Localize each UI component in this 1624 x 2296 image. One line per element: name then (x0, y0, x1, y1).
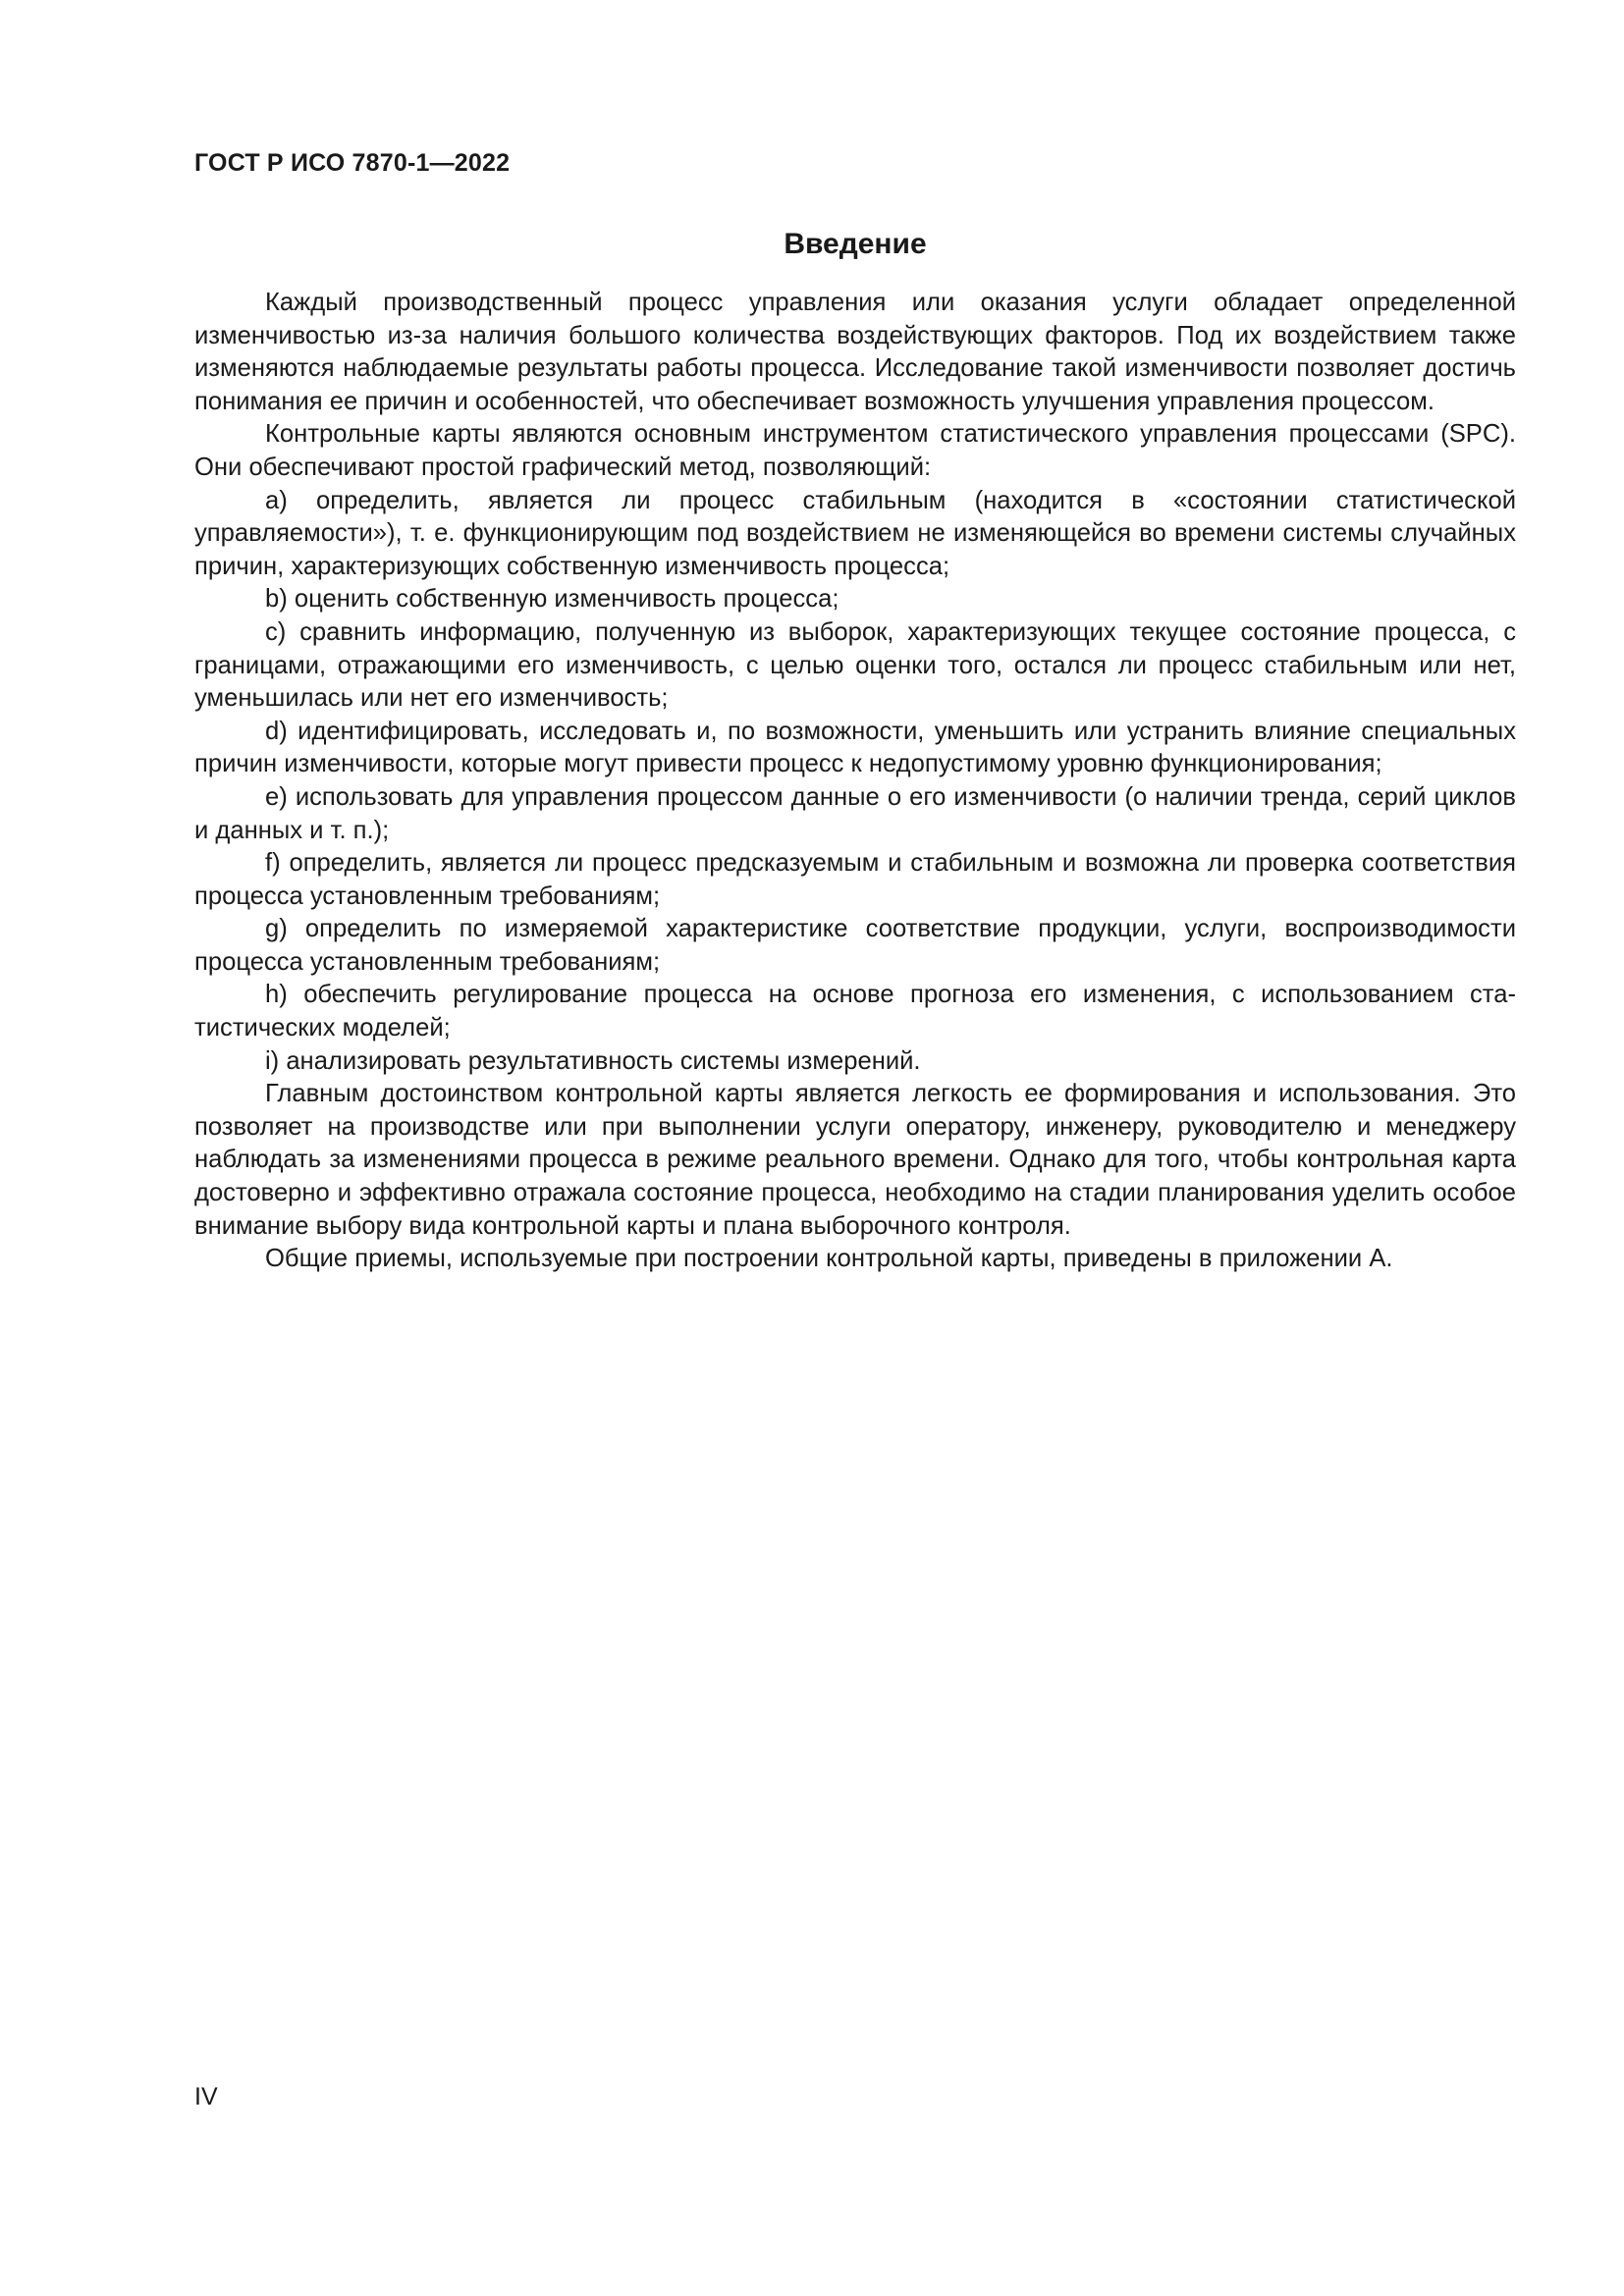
body-text (194, 287, 1516, 1276)
list-item: i) анализировать результативность системы измерений. (265, 1046, 921, 1075)
document-header: ГОСТ Р ИСО 7870-1—2022 (194, 149, 511, 177)
paragraph: Каждый производственный процесс управления или оказания услуги обладает определенной изменчивостью из-за наличия большого количества воздействующих факторов. Под их воздействием также изменяются наблюдаемые результаты работы процесса. Исследование такой изменчивости позволяет достичь понимания ее причин и особенностей, что обеспечивает возможность улучшения управления процессом. (194, 289, 1516, 415)
list-item: h) обеспечить регулирование процесса на основе прогноза его изменения, с использованием статистических моделей; (194, 981, 1516, 1042)
list-item: f) определить, является ли процесс предсказуемым и стабильным и возможна ли проверка соответствия процесса установленным требованиям; (194, 849, 1516, 910)
list-item: e) использовать для управления процессом данные о его изменчивости (о наличии тренда, серий циклов и данных и т. п.); (194, 782, 1516, 844)
list-item: g) определить по измеряемой характеристике соответствие продукции, услуги, воспроизводимости процесса установленным требованиям; (194, 915, 1516, 976)
list-item: c) сравнить информацию, полученную из выборок, характеризующих текущее состояние процесса, с границами, отражающими его изменчивость, с целью оценки того, остался ли процесс стабильным или нет, уменьшилась или нет его изменчивость; (194, 617, 1516, 713)
list-item: a) определить, является ли процесс стабильным (находится в «состоянии статистической управляемости»), т. е. функционирующим под воздействием не изменяющейся во времени системы случайных причин, характеризующих собственную изменчивость процесса; (194, 486, 1516, 580)
list-item: b) оценить собственную изменчивость процесса; (265, 585, 839, 614)
paragraph: Главным достоинством контрольной карты является легкость ее формирования и использования. Это позволяет на производстве или при выполнении услуги оператору, инженеру, руководителю и менеджеру наблюдать за изменениями процесса в режиме реального времени. Однако для того, чтобы контрольная карта достоверно и эффективно отражала состояние процесса, необходимо на стадии планирования уделить особое внимание выбору вида контрольной карты и плана выборочного контроля. (194, 1080, 1516, 1240)
list-item: d) идентифицировать, исследовать и, по возможности, уменьшить или устранить влияние специальных причин изменчивости, которые могут привести процесс к недопустимому уровню функционирования; (194, 717, 1516, 778)
page-number: IV (194, 2083, 218, 2110)
section-title: Введение (784, 228, 927, 260)
paragraph: Общие приемы, используемые при построении контрольной карты, приведены в приложении А. (265, 1245, 1393, 1273)
paragraph: Контрольные карты являются основным инструментом статистического управления процессами (SPC). Они обеспечивают простой графический метод, позволяющий: (194, 420, 1516, 481)
